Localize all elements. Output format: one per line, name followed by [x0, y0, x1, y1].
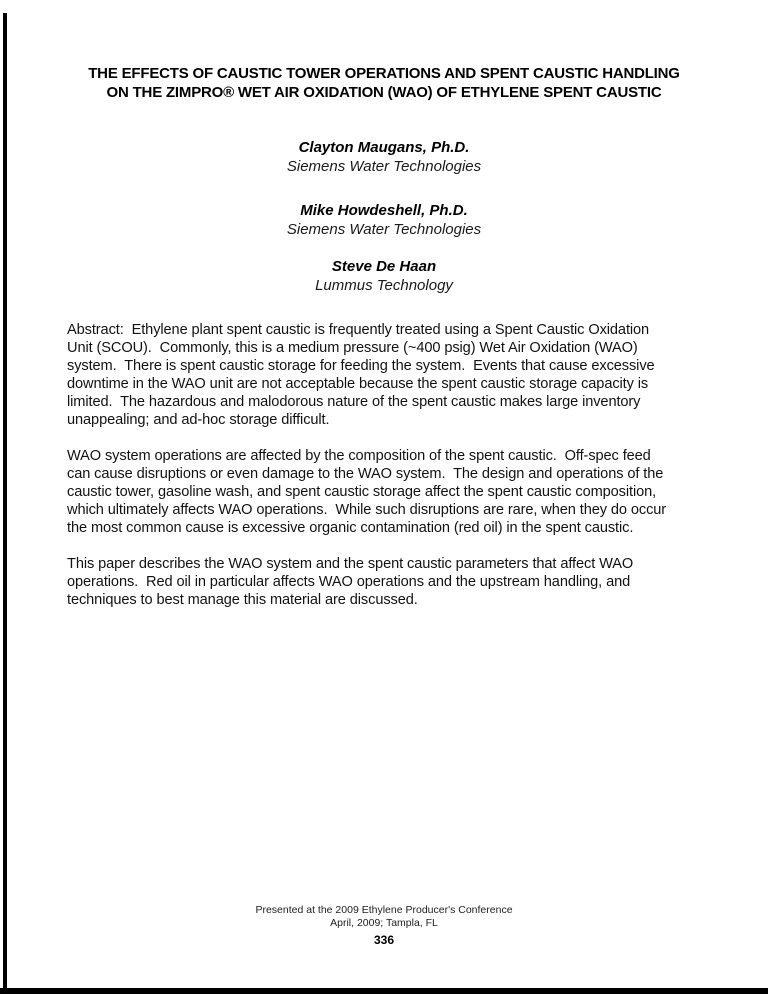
author-block-2	[0, 201, 768, 239]
abstract-body	[67, 321, 727, 609]
author-affiliation: Lummus Technology	[315, 277, 453, 294]
paragraph-line: techniques to best manage this material are discussed.	[67, 592, 418, 608]
scan-artifact-bottom-edge	[0, 988, 768, 994]
scan-artifact-left-edge	[3, 13, 7, 994]
paragraph-line: Unit (SCOU). Commonly, this is a medium pressure (~400 psig) Wet Air Oxidation (WAO)	[67, 340, 638, 356]
paper-title-line-1: THE EFFECTS OF CAUSTIC TOWER OPERATIONS AND SPENT CAUSTIC HANDLING	[88, 65, 680, 82]
footer-date-location-line: April, 2009; Tampla, FL	[330, 917, 438, 929]
author-block-1	[0, 138, 768, 176]
page-footer	[0, 904, 768, 947]
paragraph-line: which ultimately affects WAO operations. While such disruptions are rare, when they do occur	[67, 502, 667, 518]
body-paragraph-3	[67, 555, 727, 609]
author-name: Steve De Haan	[331, 258, 437, 275]
paragraph-line: system. There is spent caustic storage for feeding the system. Events that cause excessive	[67, 358, 655, 374]
paragraph-line: the most common cause is excessive organic contamination (red oil) in the spent caustic.	[67, 520, 634, 536]
paragraph-line: caustic tower, gasoline wash, and spent caustic storage affect the spent caustic composition,	[67, 484, 657, 500]
author-name: Mike Howdeshell, Ph.D.	[300, 202, 468, 219]
author-block-3	[0, 257, 768, 295]
paragraph-line: unappealing; and ad-hoc storage difficult.	[67, 412, 330, 428]
paragraph-line: limited. The hazardous and malodorous nature of the spent caustic makes large inventory	[67, 394, 641, 410]
paragraph-line: can cause disruptions or even damage to the WAO system. The design and operations of the	[67, 466, 664, 482]
abstract-paragraph	[67, 321, 727, 429]
paragraph-line: Abstract: Ethylene plant spent caustic is frequently treated using a Spent Caustic Oxidation	[67, 322, 650, 338]
paper-title	[0, 0, 768, 102]
paragraph-line: downtime in the WAO unit are not acceptable because the spent caustic storage capacity is	[67, 376, 649, 392]
author-affiliation: Siemens Water Technologies	[286, 221, 482, 238]
paragraph-line: operations. Red oil in particular affects WAO operations and the upstream handling, and	[67, 574, 631, 590]
paragraph-line: WAO system operations are affected by the composition of the spent caustic. Off-spec feed	[67, 448, 651, 464]
paper-title-line-2: ON THE ZIMPRO® WET AIR OXIDATION (WAO) OF ETHYLENE SPENT CAUSTIC	[106, 84, 662, 101]
footer-conference-line: Presented at the 2009 Ethylene Producer's Conference	[255, 904, 513, 916]
author-affiliation: Siemens Water Technologies	[286, 158, 482, 175]
paragraph-line: This paper describes the WAO system and the spent caustic parameters that affect WAO	[67, 556, 634, 572]
body-paragraph-2	[67, 447, 727, 537]
page-number: 336	[373, 933, 395, 947]
author-name: Clayton Maugans, Ph.D.	[298, 139, 470, 156]
